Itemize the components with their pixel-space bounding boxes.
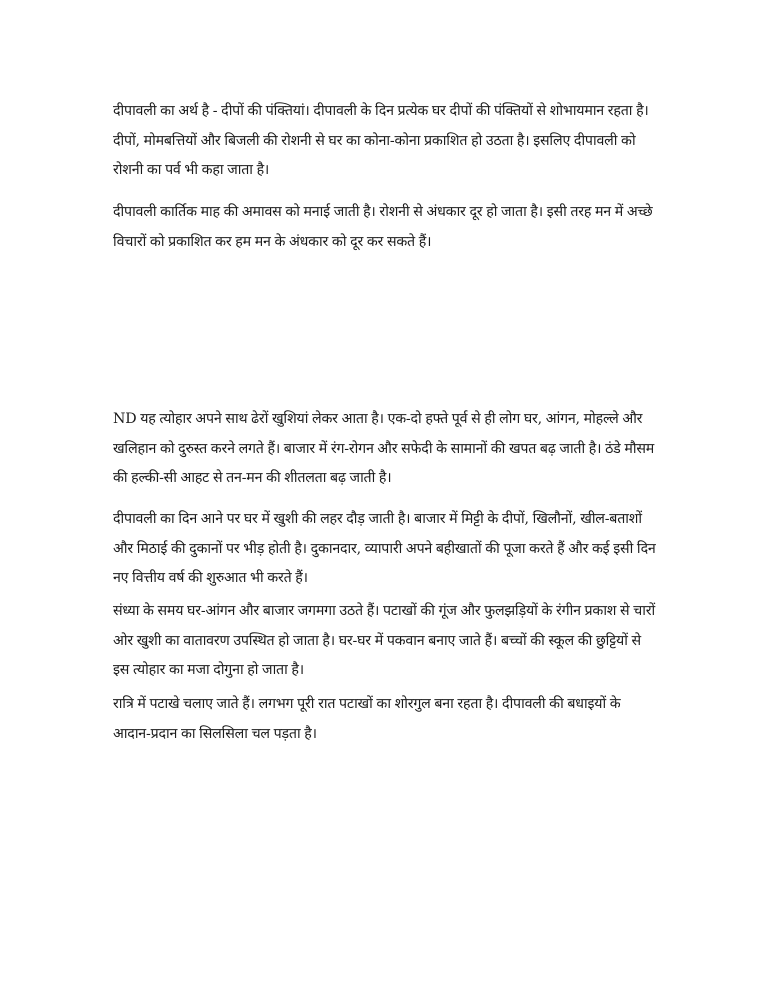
- paragraph-6: रात्रि में पटाखे चलाए जाते हैं। लगभग पूरी रात पटाखों का शोरगुल बना रहता है। दीपावली की बधाइयों के आदान-प्रदान का सिलसिला चल पड़ता है।: [113, 696, 621, 742]
- paragraph-4: दीपावली का दिन आने पर घर में खुशी की लहर दौड़ जाती है। बाजार में मिट्टी के दीपों, खिलौनों, खील-बताशों और मिठाई की दुकानों पर भीड़ होती है। दुकानदार, व्यापारी अपने बहीखातों की पूजा करते हैं और कई इसी दिन नए वित्तीय वर्ष की शुरुआत भी करते हैं।: [113, 511, 656, 586]
- paragraph-1: दीपावली का अर्थ है - दीपों की पंक्तियां। दीपावली के दिन प्रत्येक घर दीपों की पंक्तियों से शोभायमान रहता है। दीपों, मोमबत्तियों और बिजली की रोशनी से घर का कोना-कोना प्रकाशित हो उठता है। इसलिए दीपावली को रोशनी का पर्व भी कहा जाता है।: [113, 103, 649, 178]
- paragraph-3: ND यह त्योहार अपने साथ ढेरों खुशियां लेकर आता है। एक-दो हफ्ते पूर्व से ही लोग घर, आंगन, मोहल्ले और खलिहान को दुरुस्त करने लगते हैं। बाजार में रंग-रोगन और सफेदी के सामानों की खपत बढ़ जाती है। ठंडे मौसम की हल्की-सी आहट से तन-मन की शीतलता बढ़ जाती है।: [113, 411, 655, 486]
- paragraph-2: दीपावली कार्तिक माह की अमावस को मनाई जाती है। रोशनी से अंधकार दूर हो जाता है। इसी तरह मन में अच्छे विचारों को प्रकाशित कर हम मन के अंधकार को दूर कर सकते हैं।: [113, 204, 653, 250]
- paragraph-5: संध्या के समय घर-आंगन और बाजार जगमगा उठते हैं। पटाखों की गूंज और फुलझड़ियों के रंगीन प्रकाश से चारों ओर खुशी का वातावरण उपस्थित हो जाता है। घर-घर में पकवान बनाए जाते हैं। बच्चों की स्कूल की छुट्टियों से इस त्योहार का मजा दोगुना हो जाता है।: [113, 603, 656, 678]
